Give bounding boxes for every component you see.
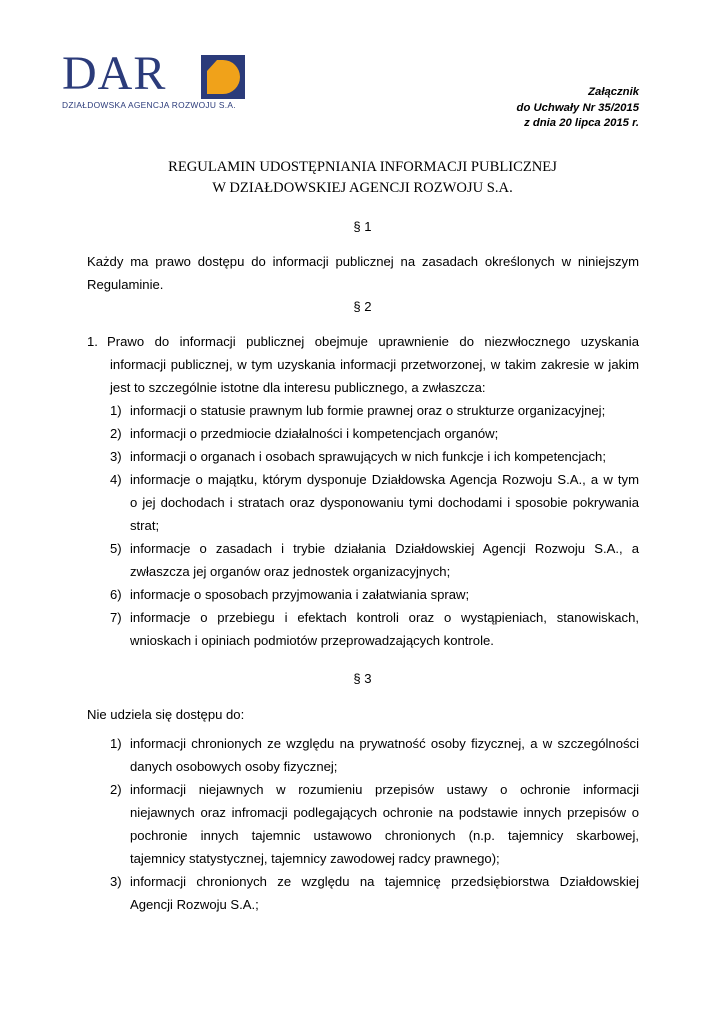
- list-item-line: informacji niejawnych w rozumieniu przepisów ustawy o ochronie informacji: [130, 782, 639, 797]
- list-item-line: informacje o sposobach przyjmowania i załatwiania spraw;: [130, 587, 470, 602]
- logo-wordmark: DAR: [62, 47, 167, 100]
- list-number: 6): [110, 587, 122, 602]
- list-item-line: informacji o organach i osobach sprawujących w nich funkcje i ich kompetencjach;: [130, 449, 606, 464]
- annex-line: do Uchwały Nr 35/2015: [516, 101, 639, 114]
- list-item-line: pochronie innych tajemnic ustawowo chronionych (n.p. tajemnicy skarbowej,: [130, 828, 639, 843]
- annex-line: Załącznik: [588, 86, 639, 98]
- list-item-line: wnioskach i opiniach podmiotów przeprowadzających kontrole.: [130, 633, 494, 648]
- document-subtitle: W DZIAŁDOWSKIEJ AGENCJI ROZWOJU S.A.: [212, 180, 513, 196]
- list-item-line: danych osobowych osoby fizycznej;: [130, 759, 338, 774]
- list-item-line: informacji chronionych ze względu na prywatność osoby fizycznej, a w szczególności: [130, 736, 639, 751]
- list-number: 3): [110, 874, 122, 889]
- list-number: 3): [110, 449, 122, 464]
- section-heading: § 3: [353, 671, 372, 686]
- list-item-line: zwłaszcza jej organów oraz jednostek organizacyjnych;: [130, 564, 451, 579]
- list-item-line: Agencji Rozwoju S.A.;: [130, 897, 259, 912]
- list-item-line: informacji chronionych ze względu na tajemnicę przedsiębiorstwa Działdowskiej: [130, 874, 639, 889]
- list-item-line: niejawnych oraz infromacji podlegających ochronie na podstawie innych przepisów o: [130, 805, 639, 820]
- list-number: 2): [110, 426, 122, 441]
- list-item-line: strat;: [130, 518, 160, 533]
- list-number: 4): [110, 472, 122, 487]
- paragraph-line: Nie udziela się dostępu do:: [87, 707, 245, 722]
- paragraph-line: Każdy ma prawo dostępu do informacji publicznej na zasadach określonych w niniejszym: [87, 254, 639, 269]
- list-item-line: o jej dochodach i stratach oraz dysponowaniu tymi dochodami i sposobie pokrywania: [130, 495, 639, 510]
- list-number: 2): [110, 782, 122, 797]
- paragraph-line: Regulaminie.: [87, 277, 164, 292]
- list-item-line: informacje o majątku, którym dysponuje Działdowska Agencja Rozwoju S.A., a w tym: [130, 472, 639, 487]
- logo-d-mark-icon: [201, 55, 245, 99]
- company-logo: [62, 47, 248, 111]
- annex-line: z dnia 20 lipca 2015 r.: [524, 117, 639, 129]
- list-item-line: tajemnicy statystycznej, tajemnicy zawodowej radcy prawnego);: [130, 851, 500, 866]
- list-item-line: informacje o zasadach i trybie działania Działdowskiej Agencji Rozwoju S.A., a: [130, 541, 639, 556]
- list-number: 1): [110, 403, 122, 418]
- list-item-line: informacji o statusie prawnym lub formie prawnej oraz o strukturze organizacyjnej;: [130, 403, 606, 418]
- section-heading: § 1: [353, 219, 372, 234]
- list-number: 7): [110, 610, 122, 625]
- paragraph-line: informacji publicznej, w tym uzyskania informacji przetworzonej, w takim zakresie w jakim: [110, 357, 639, 372]
- list-number: 5): [110, 541, 122, 556]
- annex-header: [517, 85, 639, 132]
- list-number: 1): [110, 736, 122, 751]
- section-heading: § 2: [353, 299, 372, 314]
- paragraph-line: jest to szczególnie istotne dla interesu publicznego, a zwłaszcza:: [110, 380, 486, 395]
- logo-subtitle: DZIAŁDOWSKA AGENCJA ROZWOJU S.A.: [62, 100, 236, 110]
- list-item-line: informacje o przebiegu i efektach kontroli oraz o wystąpieniach, stanowiskach,: [130, 610, 639, 625]
- list-item-line: informacji o przedmiocie działalności i kompetencjach organów;: [130, 426, 499, 441]
- paragraph-line: Prawo do informacji publicznej obejmuje uprawnienie do niezwłocznego uzyskania: [107, 334, 639, 349]
- list-number: 1.: [87, 334, 98, 349]
- document-title: REGULAMIN UDOSTĘPNIANIA INFORMACJI PUBLICZNEJ: [168, 159, 557, 175]
